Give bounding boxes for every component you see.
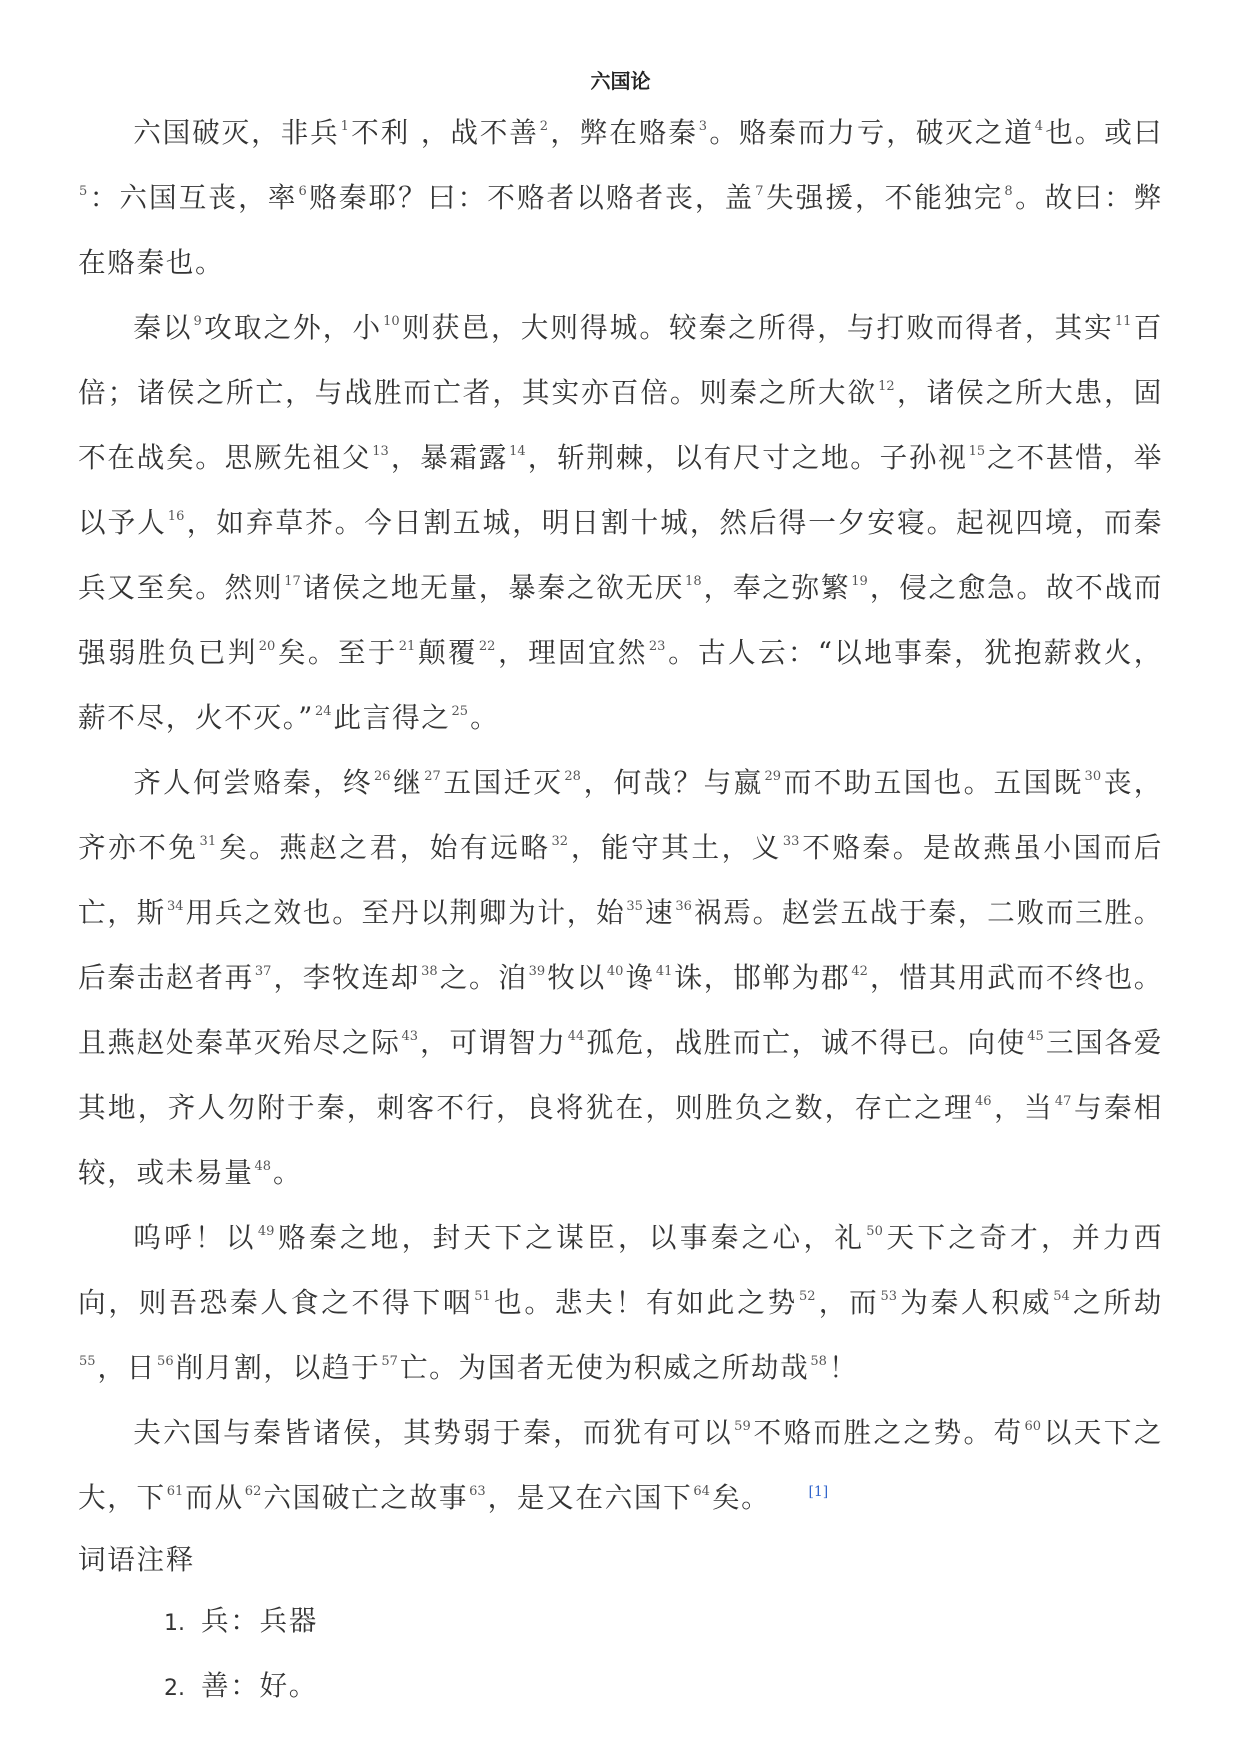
footnote-marker[interactable]: 18: [685, 574, 702, 590]
text-segment: 攻取之外，小: [203, 311, 383, 344]
footnote-marker[interactable]: 14: [509, 444, 526, 460]
text-segment: 。赂秦而力亏，破灭之道: [709, 116, 1034, 149]
footnote-marker[interactable]: 37: [254, 964, 272, 980]
footnote-marker[interactable]: 9: [193, 314, 202, 330]
footnote-marker[interactable]: 32: [551, 834, 569, 850]
text-segment: ，能守其土，义: [570, 831, 782, 864]
text-segment: 矣。: [711, 1481, 771, 1514]
footnote-marker[interactable]: 46: [974, 1094, 992, 1110]
notes-heading: 词语注释: [78, 1543, 195, 1576]
text-segment: 也。或曰: [1045, 116, 1164, 149]
text-segment: ！: [828, 1351, 859, 1384]
text-segment: ，而: [817, 1286, 880, 1319]
text-segment: 六国破亡之故事: [263, 1481, 469, 1514]
text-segment: 与秦相较，或未易量: [78, 1091, 1164, 1189]
footnote-marker[interactable]: 58: [810, 1354, 827, 1370]
text-segment: ，李牧连却: [273, 961, 421, 994]
note-number: 2.: [164, 1676, 185, 1701]
text-segment: 此言得之: [333, 701, 451, 734]
footnote-marker[interactable]: 63: [469, 1484, 486, 1500]
text-segment: 矣。至于: [277, 636, 398, 669]
text-segment: 百倍；诸侯之所亡，与战胜而亡者，其实亦百倍。则秦之所大欲: [78, 311, 1164, 409]
footnote-marker[interactable]: 61: [166, 1484, 184, 1500]
footnote-marker[interactable]: 1: [340, 119, 349, 135]
text-segment: ，侵之愈急。故不战而强弱胜负已判: [78, 571, 1164, 669]
reference-link[interactable]: [1]: [808, 1483, 829, 1500]
footnote-marker[interactable]: 25: [451, 704, 469, 720]
text-segment: 。故曰：弊在赂秦也。: [78, 181, 1164, 279]
footnote-marker[interactable]: 31: [199, 834, 217, 850]
text-segment: 诛，邯郸为郡: [674, 961, 851, 994]
text-segment: 亡。为国者无使为积威之所劫哉: [399, 1351, 810, 1384]
note-text: 善：好。: [201, 1669, 318, 1702]
text-segment: 秦以: [133, 311, 193, 344]
text-segment: 。古人云：“以地事秦，犹抱薪救火，薪不尽，火不灭。”: [78, 636, 1164, 734]
text-segment: 丧，齐亦不免: [78, 766, 1164, 864]
paragraph: [78, 1400, 1163, 1530]
text-segment: ，惜其用武而不终也。且燕赵处秦革灭殆尽之际: [78, 961, 1164, 1059]
text-segment: 赂秦耶？曰：不赂者以赂者丧，盖: [308, 181, 755, 214]
text-segment: 也。悲夫！有如此之势: [492, 1286, 799, 1319]
footnote-marker[interactable]: 24: [314, 704, 332, 720]
text-segment: 。: [470, 701, 500, 734]
footnote-marker[interactable]: 34: [166, 899, 184, 915]
text-segment: 继: [392, 766, 424, 799]
footnote-marker[interactable]: 22: [478, 639, 496, 655]
footnote-marker[interactable]: 44: [567, 1029, 585, 1045]
footnote-marker[interactable]: 3: [698, 119, 708, 135]
footnote-marker[interactable]: 59: [734, 1419, 751, 1435]
text-segment: 不赂秦。是故燕虽小国而后亡，斯: [78, 831, 1164, 929]
footnote-marker[interactable]: 11: [1114, 314, 1132, 330]
footnote-marker[interactable]: 53: [880, 1289, 898, 1305]
footnote-marker[interactable]: 10: [383, 314, 400, 330]
paragraph: [78, 1205, 1163, 1400]
text-segment: ，暴霜露: [390, 441, 509, 474]
footnote-marker[interactable]: 4: [1034, 119, 1044, 135]
footnote-marker[interactable]: 20: [258, 639, 276, 655]
text-segment: 夫六国与秦皆诸侯，其势弱于秦，而犹有可以: [133, 1416, 734, 1449]
text-segment: ：六国互丧，率: [89, 181, 298, 214]
text-segment: 则获邑，大则得城。较秦之所得，与打败而得者，其实: [401, 311, 1114, 344]
footnote-marker[interactable]: 35: [626, 899, 643, 915]
text-segment: 速: [644, 896, 675, 929]
note-item: [164, 1655, 1163, 1720]
footnote-marker[interactable]: 51: [474, 1289, 491, 1305]
paragraph: [78, 750, 1163, 1205]
footnote-marker[interactable]: 62: [244, 1484, 262, 1500]
footnote-marker[interactable]: 27: [424, 769, 441, 785]
text-segment: ，当: [993, 1091, 1054, 1124]
text-segment: 五国迁灭: [442, 766, 564, 799]
footnote-marker[interactable]: 16: [167, 509, 185, 525]
footnote-marker[interactable]: 48: [254, 1159, 272, 1175]
footnote-marker[interactable]: 36: [675, 899, 692, 915]
text-segment: 以天下之大，下: [78, 1416, 1164, 1514]
footnote-marker[interactable]: 23: [648, 639, 666, 655]
footnote-marker[interactable]: 26: [373, 769, 391, 785]
text-segment: 之所劫: [1071, 1286, 1164, 1319]
text-segment: 赂秦之地，封天下之谋臣，以事秦之心，礼: [276, 1221, 866, 1254]
footnote-marker[interactable]: 41: [655, 964, 673, 980]
notes-list: [78, 1590, 1163, 1720]
text-segment: ，何哉？与嬴: [582, 766, 764, 799]
paragraph: [78, 295, 1163, 750]
text-segment: 天下之奇才，并力西向，则吾恐秦人食之不得下咽: [78, 1221, 1164, 1319]
text-segment: 。: [273, 1156, 303, 1189]
footnote-marker[interactable]: 30: [1084, 769, 1102, 785]
text-segment: 不赂而胜之之势。苟: [752, 1416, 1024, 1449]
footnote-marker[interactable]: 47: [1054, 1094, 1072, 1110]
footnote-marker[interactable]: 6: [298, 184, 307, 200]
text-segment: ，诸侯之所大患，固不在战矣。思厥先祖父: [78, 376, 1164, 474]
text-segment: 六国破灭，非兵: [133, 116, 340, 149]
footnote-marker[interactable]: 2: [539, 119, 549, 135]
text-segment: 谗: [625, 961, 655, 994]
essay-body: [78, 100, 1163, 1530]
footnote-marker[interactable]: 57: [381, 1354, 398, 1370]
footnote-marker[interactable]: 60: [1024, 1419, 1042, 1435]
note-number: 1.: [164, 1611, 185, 1636]
footnote-marker[interactable]: 42: [851, 964, 868, 980]
footnote-marker[interactable]: 49: [257, 1224, 275, 1240]
footnote-marker[interactable]: 19: [851, 574, 868, 590]
footnote-marker[interactable]: 38: [421, 964, 438, 980]
footnote-marker[interactable]: 55: [79, 1354, 96, 1370]
footnote-marker[interactable]: 7: [755, 184, 764, 200]
text-segment: 矣。燕赵之君，始有远略: [218, 831, 551, 864]
text-segment: 不利 ，战不善: [350, 116, 539, 149]
text-segment: 诸侯之地无量，暴秦之欲无厌: [302, 571, 685, 604]
text-segment: 齐人何尝赂秦，终: [133, 766, 373, 799]
text-segment: 三国各爱其地，齐人勿附于秦，刺客不行，良将犹在，则胜负之数，存亡之理: [78, 1026, 1164, 1124]
footnote-marker[interactable]: 28: [564, 769, 581, 785]
text-segment: ，弊在赂秦: [550, 116, 698, 149]
footnote-marker[interactable]: 54: [1053, 1289, 1070, 1305]
footnote-marker[interactable]: 50: [866, 1224, 883, 1240]
footnote-marker[interactable]: 29: [764, 769, 782, 785]
text-segment: 之。洎: [439, 961, 528, 994]
footnote-marker[interactable]: 5: [79, 184, 88, 200]
footnote-marker[interactable]: 33: [782, 834, 800, 850]
footnote-marker[interactable]: 15: [968, 444, 986, 460]
text-segment: 用兵之效也。至丹以荆卿为计，始: [185, 896, 626, 929]
paragraph: [78, 100, 1163, 295]
footnote-marker[interactable]: 12: [878, 379, 895, 395]
footnote-marker[interactable]: 39: [528, 964, 546, 980]
footnote-marker[interactable]: 64: [693, 1484, 710, 1500]
text-segment: ，斩荆棘，以有尺寸之地。子孙视: [527, 441, 968, 474]
text-segment: 而从: [185, 1481, 244, 1514]
note-text: 兵：兵器: [201, 1604, 318, 1637]
text-segment: 而不助五国也。五国既: [783, 766, 1084, 799]
footnote-marker[interactable]: 52: [799, 1289, 816, 1305]
footnote-marker[interactable]: 21: [398, 639, 416, 655]
footnote-marker[interactable]: 8: [1004, 184, 1013, 200]
text-segment: ，日: [97, 1351, 157, 1384]
text-segment: 祸焉。赵尝五战于秦，二败而三胜。后秦击赵者再: [78, 896, 1164, 994]
footnote-marker[interactable]: 40: [606, 964, 624, 980]
text-segment: 之不甚惜，举以予人: [78, 441, 1164, 539]
text-segment: ，理固宜然: [497, 636, 648, 669]
text-segment: 削月割，以趋于: [175, 1351, 381, 1384]
footnote-marker[interactable]: 43: [401, 1029, 419, 1045]
text-segment: 孤危，战胜而亡，诚不得已。向使: [586, 1026, 1027, 1059]
text-segment: ，如弃草芥。今日割五城，明日割十城，然后得一夕安寝。起视四境，而秦兵又至矣。然则: [78, 506, 1164, 604]
footnote-marker[interactable]: 56: [157, 1354, 174, 1370]
text-segment: 失强援，不能独完: [765, 181, 1004, 214]
footnote-marker[interactable]: 17: [284, 574, 301, 590]
text-segment: ，可谓智力: [420, 1026, 567, 1059]
text-segment: 颠覆: [417, 636, 478, 669]
document-title: 六国论: [590, 69, 651, 93]
text-segment: 牧以: [547, 961, 606, 994]
text-segment: ，是又在六国下: [487, 1481, 693, 1514]
footnote-marker[interactable]: 45: [1027, 1029, 1044, 1045]
text-segment: ，奉之弥繁: [703, 571, 851, 604]
text-segment: 呜呼！以: [133, 1221, 257, 1254]
footnote-marker[interactable]: 13: [372, 444, 389, 460]
text-segment: 为秦人积威: [899, 1286, 1053, 1319]
note-item: [164, 1590, 1163, 1655]
